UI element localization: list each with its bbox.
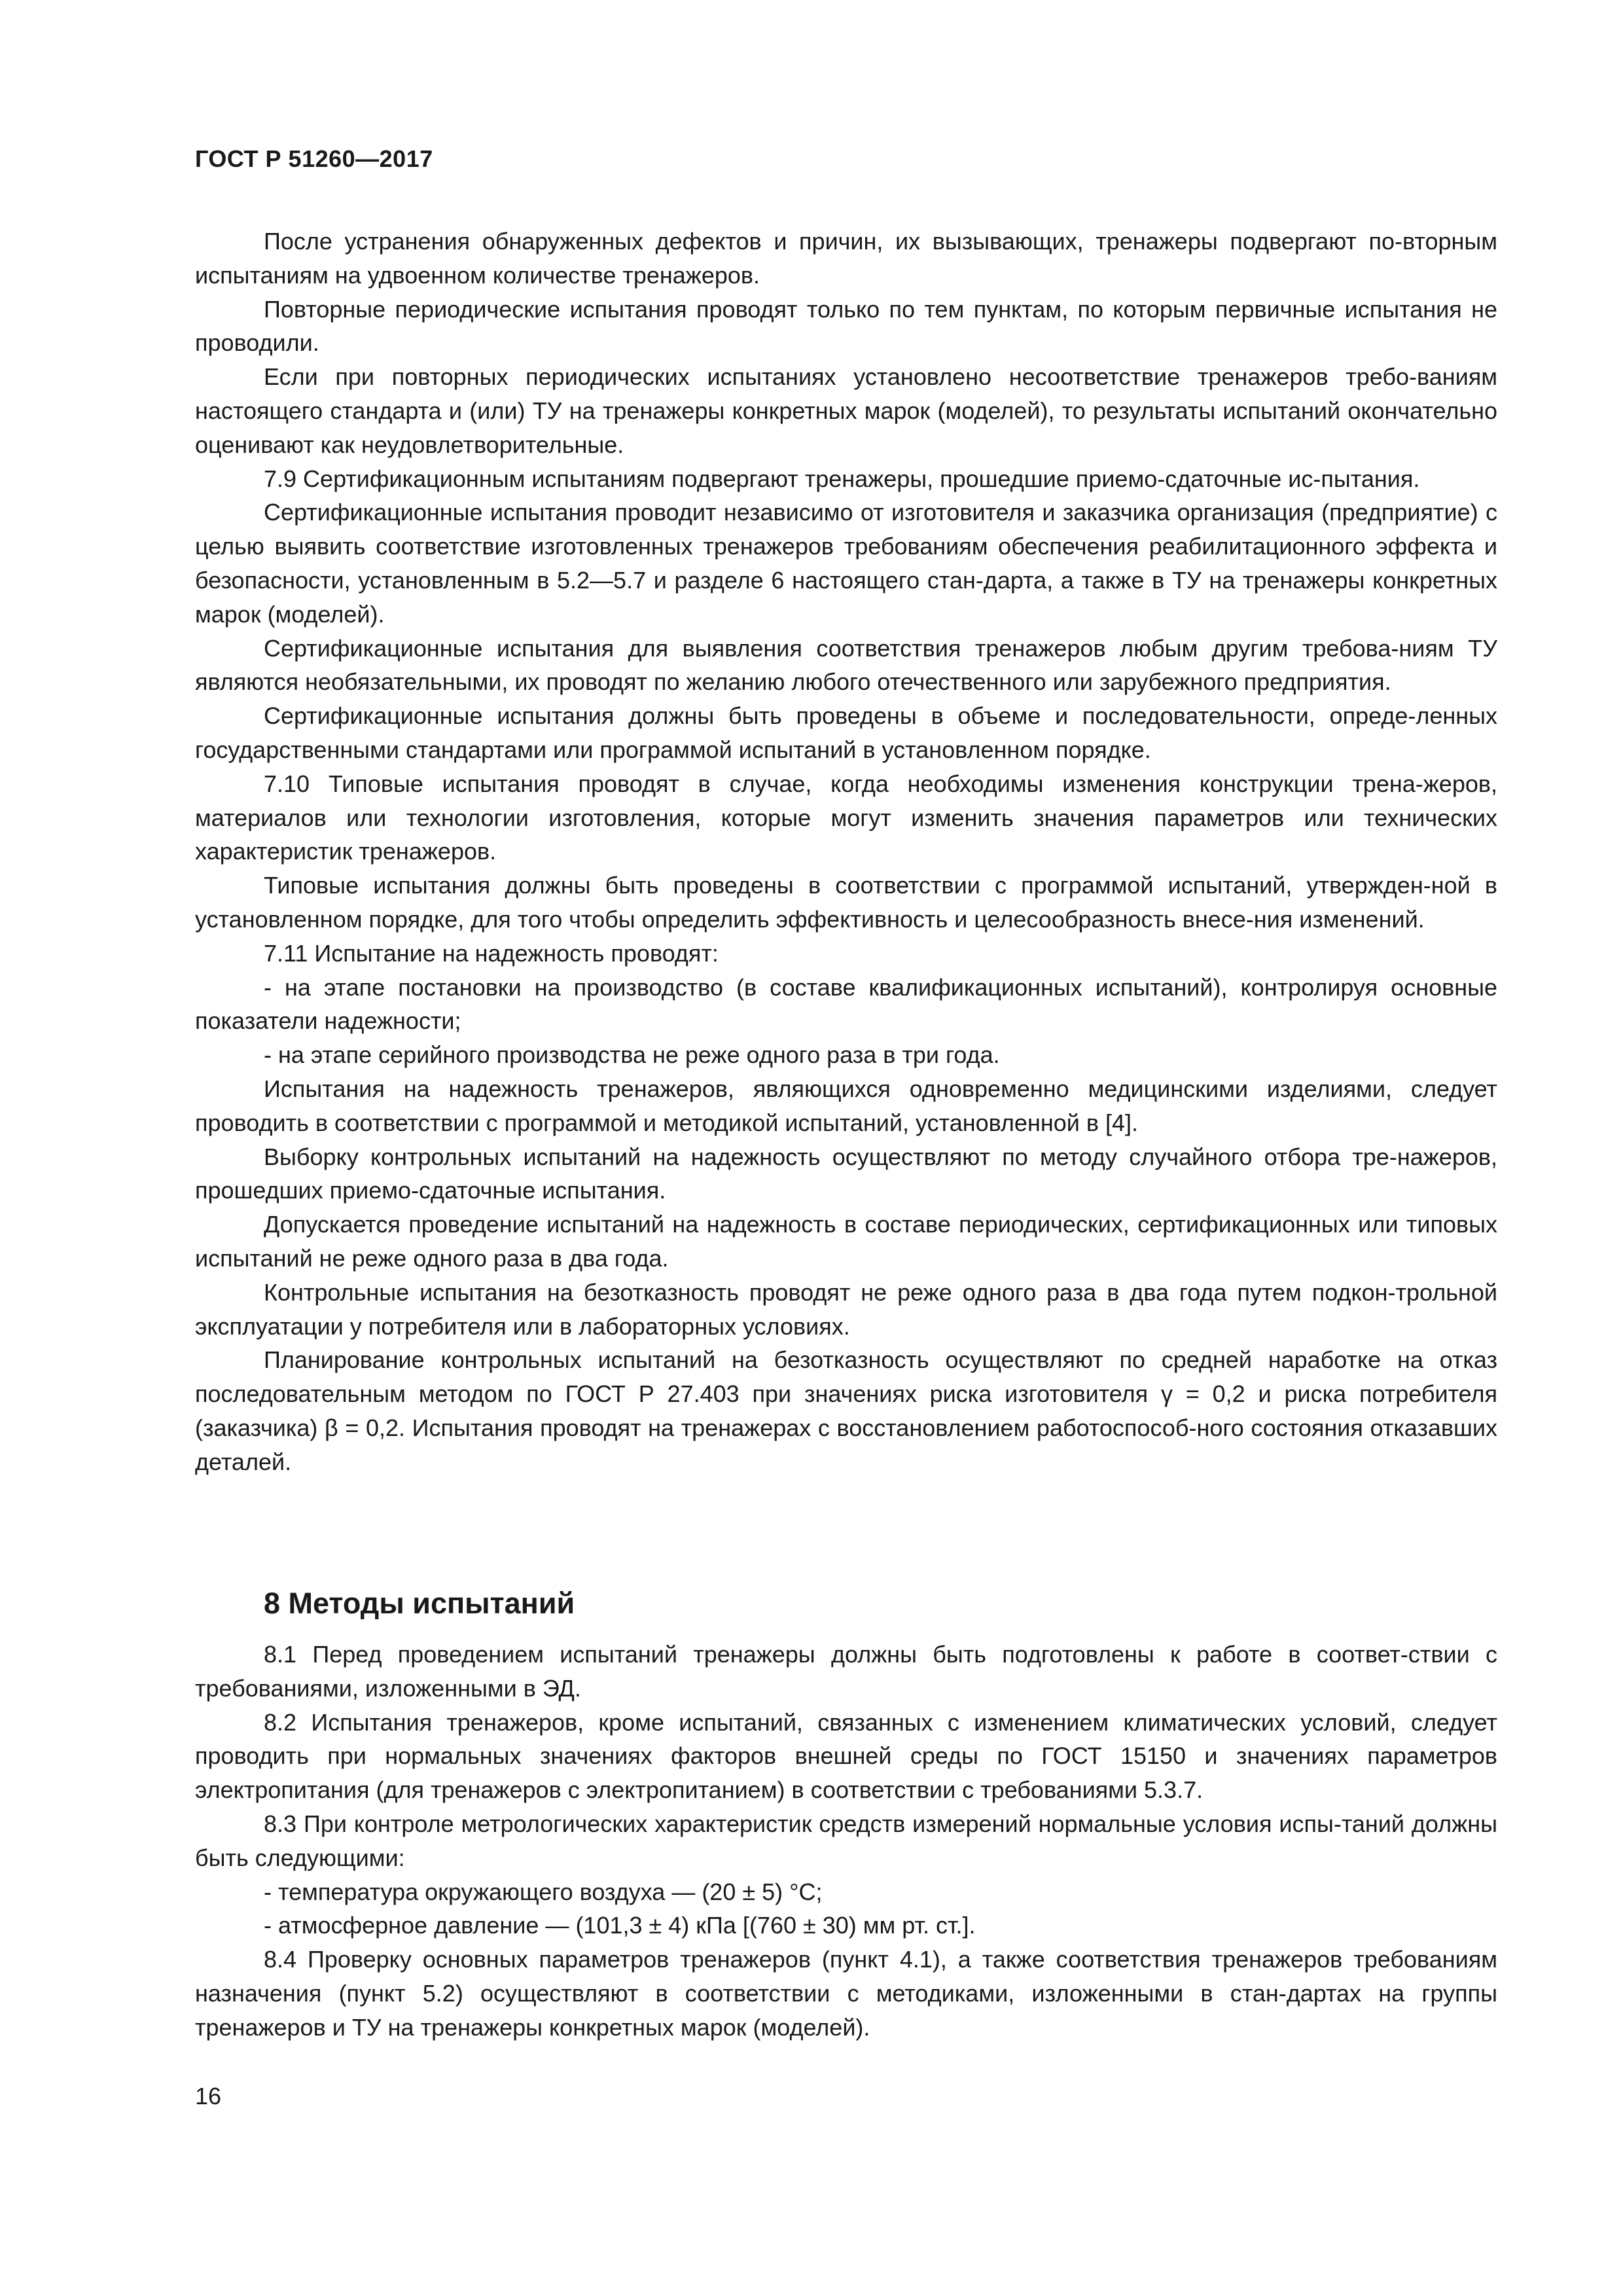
page-number: 16 [195,2083,222,2109]
document-header: ГОСТ Р 51260—2017 [195,145,433,172]
paragraph: 8.1 Перед проведением испытаний тренажеры должны быть подготовлены к работе в соответ-ствии с требованиями, изложенными в ЭД. [195,1641,1497,1702]
paragraph: 8.4 Проверку основных параметров тренажеров (пункт 4.1), а также соответствия тренажеров требованиям назначения (пункт 5.2) осуществляют в соответствии с методиками, изложенными в стан-дартах на группы тренажеров и ТУ на тренажеры конкретных марок (моделей). [195,1946,1497,2041]
paragraph: Сертификационные испытания проводит независимо от изготовителя и заказчика организация (предприятие) с целью выявить соответствие изготовленных тренажеров требованиям обеспечения реабилитационного эффекта и безопасности, установленным в 5.2—5.7 и разделе 6 настоящего стан-дарта, а также в ТУ на тренажеры конкретных марок (моделей). [195,499,1497,628]
section-heading: 8 Методы испытаний [264,1587,575,1620]
paragraph: 8.2 Испытания тренажеров, кроме испытаний, связанных с изменением климатических условий, следует проводить при нормальных значениях факторов внешней среды по ГОСТ 15150 и значениях параметров электропитания (для тренажеров с электропитанием) в соответствии с требованиями 5.3.7. [195,1708,1497,1804]
list-item: - температура окружающего воздуха — (20 ± 5) °С; [264,1878,823,1905]
paragraph: 7.10 Типовые испытания проводят в случае, когда необходимы изменения конструкции трена-жеров, материалов или технологии изготовления, которые могут изменить значения параметров или технических характеристик тренажеров. [195,770,1497,865]
body-text-section-7 [195,224,1497,1479]
paragraph: Повторные периодические испытания проводят только по тем пунктам, по которым первичные испытания не проводили. [195,295,1497,357]
paragraph: Сертификационные испытания для выявления соответствия тренажеров любым другим требова-ниям ТУ являются необязательными, их проводят по желанию любого отечественного или зарубежного предприятия. [195,634,1497,696]
paragraph: Планирование контрольных испытаний на безотказность осуществляют по средней наработке на отказ последовательным методом по ГОСТ Р 27.403 при значениях риска изготовителя γ = 0,2 и риска потребителя (заказчика) β = 0,2. Испытания проводят на тренажерах с восстановлением работоспособ-ного состояния отказавших деталей. [195,1346,1497,1475]
paragraph: После устранения обнаруженных дефектов и причин, их вызывающих, тренажеры подвергают по-вторным испытаниям на удвоенном количестве тренажеров. [195,228,1497,289]
paragraph: 7.11 Испытание на надежность проводят: [264,939,719,967]
paragraph: 7.9 Сертификационным испытаниям подвергают тренажеры, прошедшие приемо-сдаточные ис-пытания. [264,465,1420,492]
paragraph: Допускается проведение испытаний на надежность в составе периодических, сертификационных или типовых испытаний не реже одного раза в два года. [195,1211,1497,1272]
list-item: - на этапе серийного производства не реже одного раза в три года. [264,1041,1000,1069]
paragraph: Контрольные испытания на безотказность проводят не реже одного раза в два года путем подкон-трольной эксплуатации у потребителя или в лабораторных условиях. [195,1278,1497,1340]
body-text-section-8 [195,1638,1497,2045]
list-item: - атмосферное давление — (101,3 ± 4) кПа [(760 ± 30) мм рт. ст.]. [264,1912,976,1939]
paragraph: Сертификационные испытания должны быть проведены в объеме и последовательности, опреде-ленных государственными стандартами или программой испытаний в установленном порядке. [195,702,1497,763]
list-item: - на этапе постановки на производство (в составе квалификационных испытаний), контролируя основные показатели надежности; [195,973,1497,1035]
paragraph: Если при повторных периодических испытаниях установлено несоответствие тренажеров требо-ваниям настоящего стандарта и (или) ТУ на тренажеры конкретных марок (моделей), то результаты испытаний окончательно оценивают как неудовлетворительные. [195,363,1497,458]
paragraph: Испытания на надежность тренажеров, являющихся одновременно медицинскими изделиями, следует проводить в соответствии с программой и методикой испытаний, установленной в [4]. [195,1075,1497,1136]
paragraph: Выборку контрольных испытаний на надежность осуществляют по методу случайного отбора тре-нажеров, прошедших приемо-сдаточные испытания. [195,1143,1497,1204]
paragraph: 8.3 При контроле метрологических характеристик средств измерений нормальные условия испы-таний должны быть следующими: [195,1810,1497,1871]
paragraph: Типовые испытания должны быть проведены в соответствии с программой испытаний, утвержден-ной в установленном порядке, для того чтобы определить эффективность и целесообразность внесе-ния изменений. [195,872,1497,933]
